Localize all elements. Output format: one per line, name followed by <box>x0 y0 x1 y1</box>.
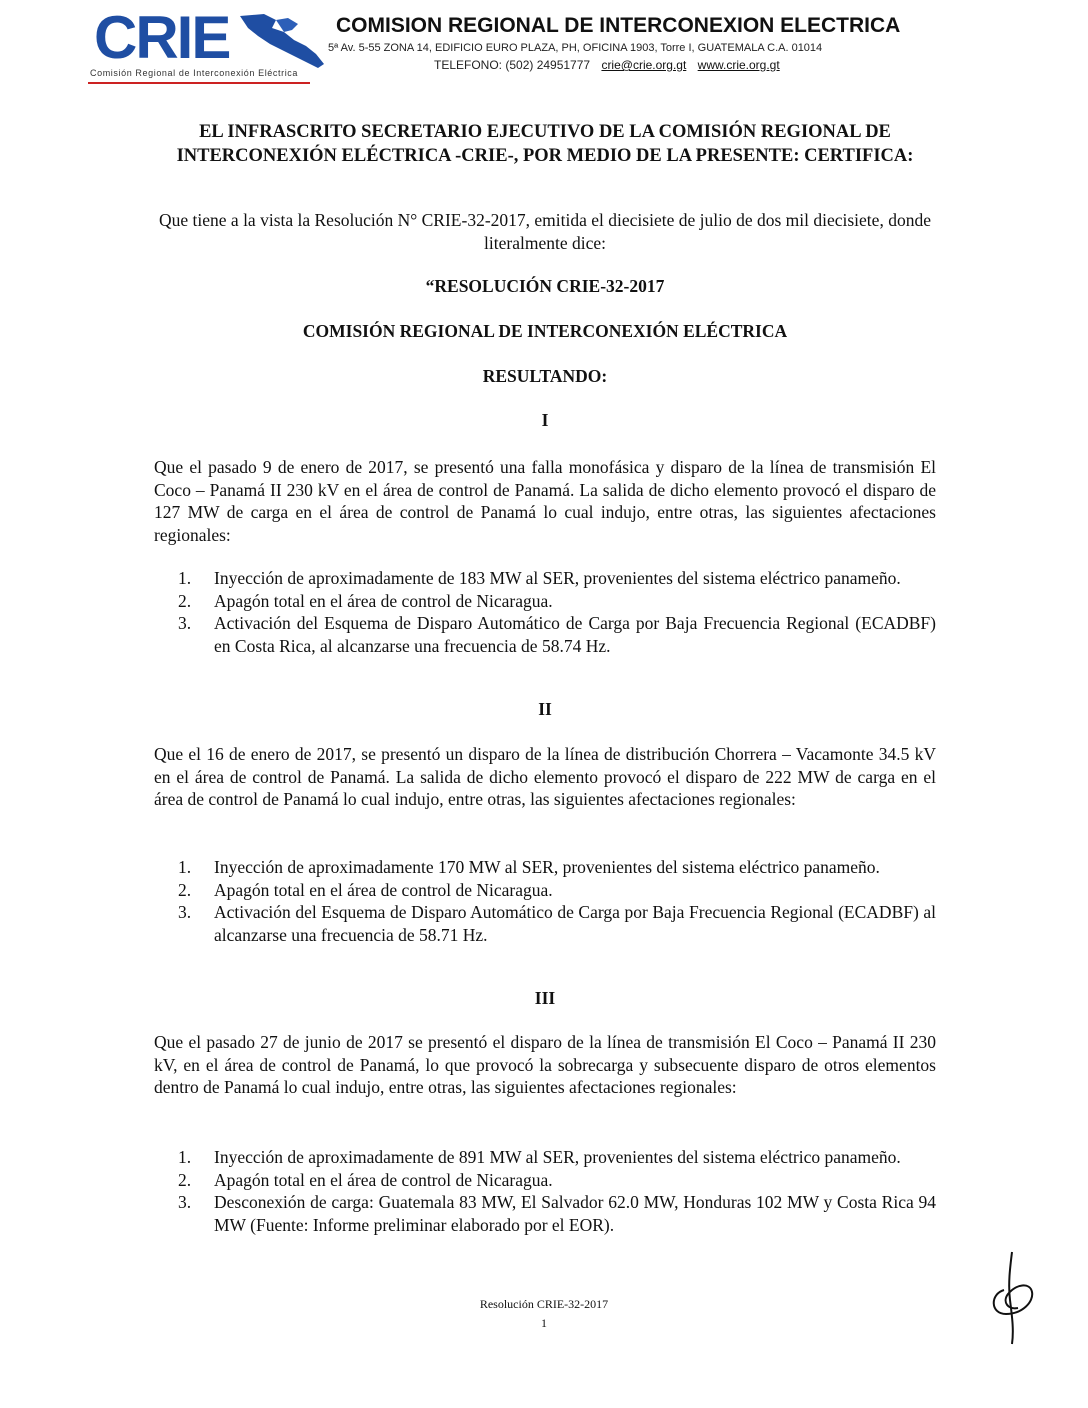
resolution-heading: “RESOLUCIÓN CRIE-32-2017 <box>425 276 665 296</box>
list-item-number: 2. <box>178 590 192 611</box>
list-item-number: 2. <box>178 1169 192 1190</box>
effects-list <box>178 567 936 657</box>
list-item <box>178 856 936 879</box>
list-item-text: Activación del Esquema de Disparo Automático de Carga por Baja Frecuencia Regional (ECADBF) en Costa Rica, al alcanzarse una frecuencia de 58.74 Hz. <box>214 613 936 656</box>
certification-intro: Que tiene a la vista la Resolución N° CRIE-32-2017, emitida el diecisiete de julio de dos mil diecisiete, donde literalmente dice: <box>159 210 931 253</box>
handwritten-initials-icon <box>982 1248 1042 1348</box>
section-numeral: III <box>534 988 556 1008</box>
commission-heading: COMISIÓN REGIONAL DE INTERCONEXIÓN ELÉCTRICA <box>302 321 788 341</box>
list-item <box>178 1169 936 1192</box>
effects-list <box>178 856 936 946</box>
section-numeral: II <box>538 699 552 719</box>
effects-list <box>178 1146 936 1236</box>
section-paragraph: Que el 16 de enero de 2017, se presentó un disparo de la línea de distribución Chorrera – Vacamonte 34.5 kV en el área de control de Panamá. La salida de dicho elemento provocó el disparo de 222 MW de carga en el área de control de Panamá lo cual indujo, entre otras, las siguientes afectaciones regionales: <box>154 744 936 809</box>
logo-divider <box>88 82 310 84</box>
logo-wordmark: CRIE <box>94 4 230 71</box>
list-item <box>178 901 936 946</box>
resultando-heading: RESULTANDO: <box>482 366 608 386</box>
list-item-number: 3. <box>178 902 192 922</box>
list-item-number: 1. <box>178 1147 192 1167</box>
list-item-number: 3. <box>178 1192 192 1212</box>
phone-number: TELEFONO: (502) 24951777 <box>434 58 591 72</box>
list-item <box>178 567 936 590</box>
list-item <box>178 879 936 902</box>
footer-resolution-ref: Resolución CRIE-32-2017 <box>479 1297 609 1311</box>
crie-logo <box>86 4 330 90</box>
section-paragraph: Que el pasado 27 de junio de 2017 se presentó el disparo de la línea de transmisión El Coco – Panamá II 230 kV, en el área de control de Panamá, lo que provocó la sobrecarga y subsecuente disparo de otros elementos dentro de Panamá lo cual indujo, entre otras, las siguientes afectaciones regionales: <box>154 1032 936 1097</box>
certification-title: EL INFRASCRITO SECRETARIO EJECUTIVO DE LA COMISIÓN REGIONAL DE INTERCONEXIÓN ELÉCTRICA -CRIE-, POR MEDIO DE LA PRESENTE: CERTIFICA: <box>176 122 914 166</box>
list-item-number: 1. <box>178 568 192 588</box>
list-item-text: Apagón total en el área de control de Nicaragua. <box>214 590 553 611</box>
section-numeral: I <box>541 410 549 430</box>
list-item-number: 1. <box>178 857 192 877</box>
list-item-text: Apagón total en el área de control de Nicaragua. <box>214 879 553 900</box>
organization-name: COMISION REGIONAL DE INTERCONEXION ELECTRICA <box>336 14 901 37</box>
list-item-text: Inyección de aproximadamente 170 MW al SER, provenientes del sistema eléctrico panameño. <box>214 857 880 877</box>
list-item-text: Activación del Esquema de Disparo Automático de Carga por Baja Frecuencia Regional (ECADBF) al alcanzarse una frecuencia de 58.71 Hz. <box>214 902 936 945</box>
organization-address: 5ª Av. 5-55 ZONA 14, EDIFICIO EURO PLAZA, PH, OFICINA 1903, Torre I, GUATEMALA C.A. 01014 <box>328 42 823 54</box>
list-item <box>178 590 936 613</box>
list-item-number: 2. <box>178 879 192 900</box>
list-item-text: Apagón total en el área de control de Nicaragua. <box>214 1169 553 1190</box>
list-item <box>178 1191 936 1236</box>
email-link[interactable]: crie@crie.org.gt <box>601 58 687 72</box>
list-item-text: Inyección de aproximadamente de 891 MW al SER, provenientes del sistema eléctrico panameño. <box>214 1147 901 1167</box>
list-item-text: Desconexión de carga: Guatemala 83 MW, El Salvador 62.0 MW, Honduras 102 MW y Costa Rica 94 MW (Fuente: Informe preliminar elaborado por el EOR). <box>214 1192 936 1235</box>
website-link[interactable]: www.crie.org.gt <box>697 58 780 72</box>
list-item <box>178 1146 936 1169</box>
organization-contact <box>434 58 780 72</box>
list-item-text: Inyección de aproximadamente de 183 MW al SER, provenientes del sistema eléctrico panameño. <box>214 568 901 588</box>
page-number: 1 <box>541 1316 547 1330</box>
list-item-number: 3. <box>178 613 192 633</box>
section-paragraph: Que el pasado 9 de enero de 2017, se presentó una falla monofásica y disparo de la línea de transmisión El Coco – Panamá II 230 kV en el área de control de Panamá. La salida de dicho elemento provocó el disparo de 127 MW de carga en el área de control de Panamá lo cual indujo, entre otras, las siguientes afectaciones regionales: <box>154 457 936 545</box>
logo-subtitle: Comisión Regional de Interconexión Eléctrica <box>90 68 298 78</box>
list-item <box>178 612 936 657</box>
central-america-map-icon <box>236 10 328 72</box>
